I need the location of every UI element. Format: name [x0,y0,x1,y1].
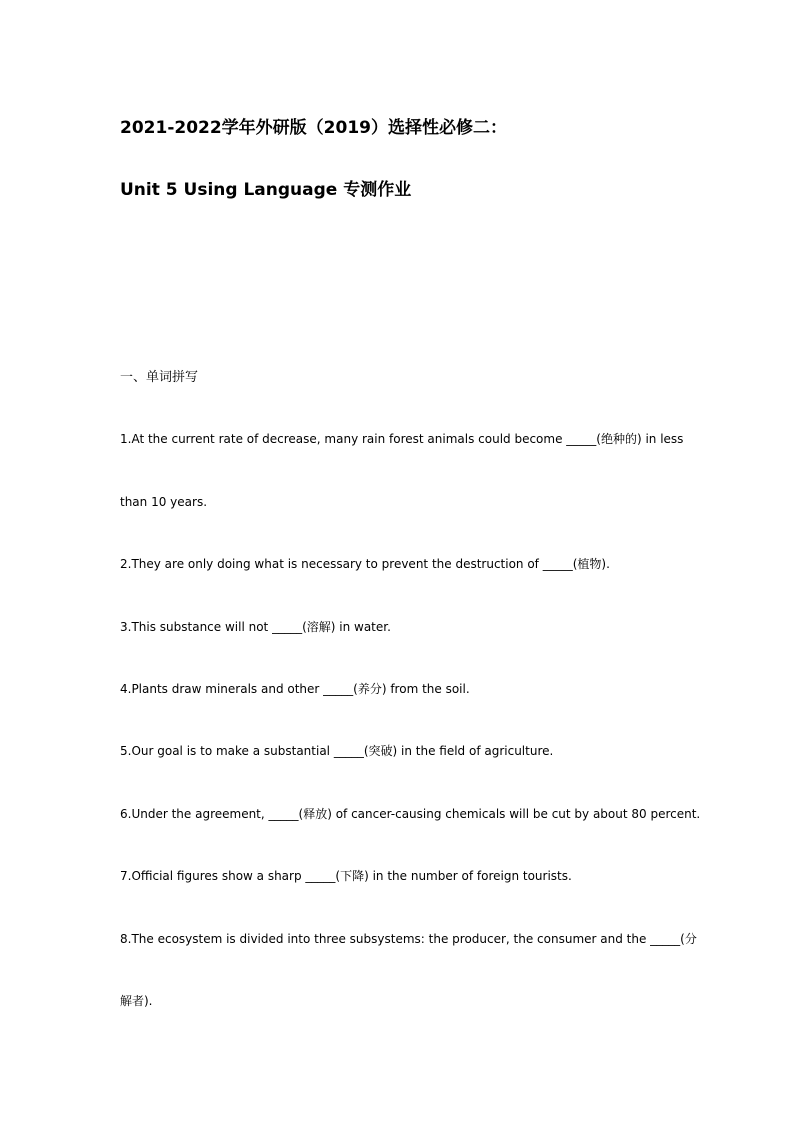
document-title-line-2: Unit 5 Using Language 专测作业 [120,180,412,200]
question-7: 7.Official figures show a sharp _____(下降) in the number of foreign tourists. [120,869,572,883]
question-8-line-2: 解者). [120,994,153,1008]
question-1-line-2: than 10 years. [120,495,208,509]
question-6: 6.Under the agreement, _____(释放) of cancer-causing chemicals will be cut by about 80 percent. [120,807,701,821]
question-4: 4.Plants draw minerals and other _____(养分) from the soil. [120,682,470,696]
question-2: 2.They are only doing what is necessary to prevent the destruction of _____(植物). [120,557,610,571]
question-1-line-1: 1.At the current rate of decrease, many rain forest animals could become _____(绝种的) in less [120,432,684,446]
question-8-line-1: 8.The ecosystem is divided into three subsystems: the producer, the consumer and the _____(分 [120,932,697,946]
document-title-line-1: 2021-2022学年外研版（2019）选择性必修二： [120,118,507,138]
question-5: 5.Our goal is to make a substantial _____(突破) in the field of agriculture. [120,744,554,758]
question-3: 3.This substance will not _____(溶解) in water. [120,620,391,634]
section-heading: 一、单词拼写 [120,370,199,385]
